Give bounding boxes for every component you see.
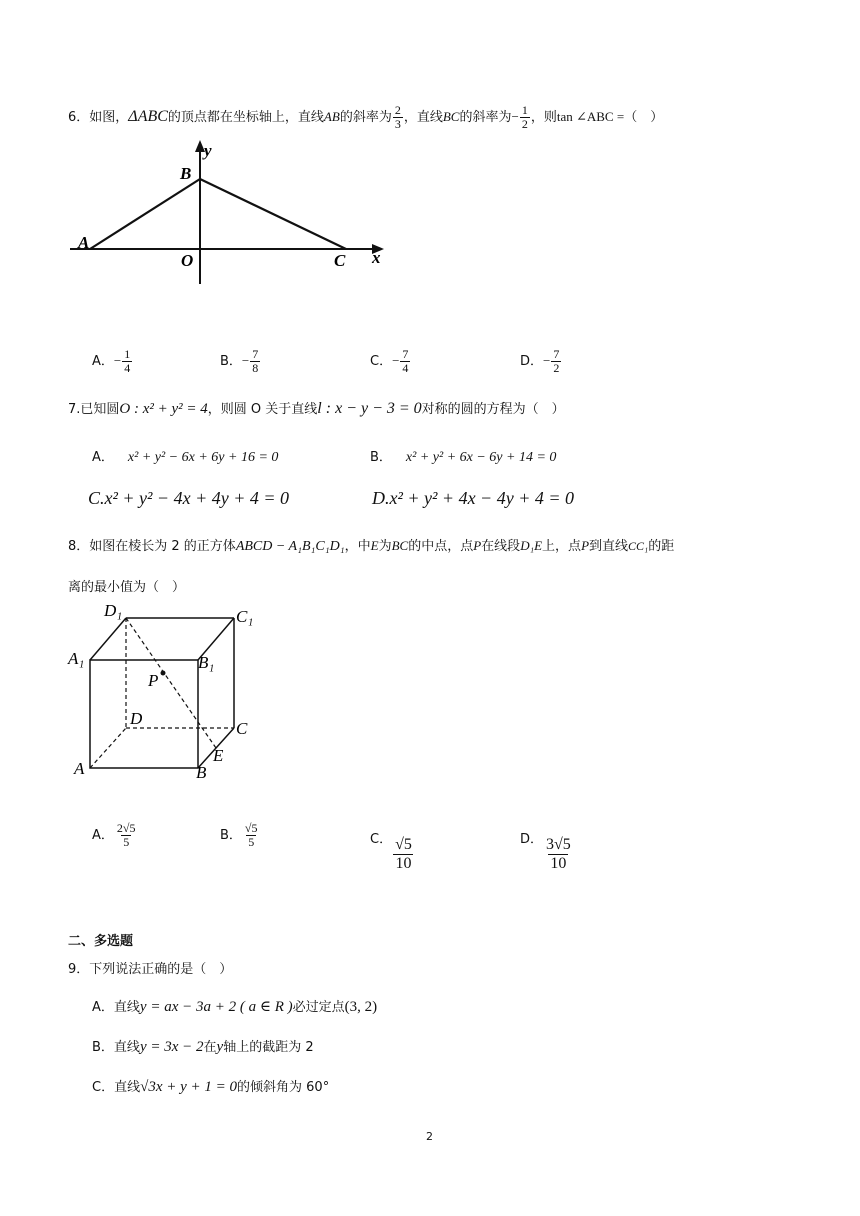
q6-option-c-fraction: $\frac{7}{4}$ — [402, 347, 409, 375]
svg-text:E: E — [213, 746, 224, 765]
q6-option-d-fraction: $\frac{7}{2}$ — [553, 347, 560, 375]
q9-stem: 9．下列说法正确的是（ ） — [68, 962, 233, 977]
section-heading-multiple-choice: 二、多选题 — [68, 934, 134, 949]
svg-text:B₁: B₁ — [198, 653, 215, 672]
svg-text:A₁: A₁ — [68, 649, 85, 668]
q9-option-c[interactable]: C．直线√3x + y + 1 = 0的倾斜角为 60° — [92, 1079, 330, 1095]
q8-option-b[interactable]: B． $\frac{√5}{5}$ — [220, 821, 258, 849]
q6-option-b-fraction: $\frac{7}{8}$ — [252, 347, 259, 375]
q7-option-c[interactable]: C.x² + y² − 4x + 4y + 4 = 0 — [88, 488, 289, 508]
q6-triangle-figure — [66, 138, 396, 288]
q6-option-a[interactable]: A．− $\frac{1}{4}$ — [92, 347, 131, 375]
svg-text:D: D — [130, 709, 143, 728]
q8-option-d[interactable]: D． $\frac{3√5}{10}$ — [520, 832, 571, 872]
q9-option-a[interactable]: A．直线y = ax − 3a + 2 ( a ∈ R )必过定点(3, 2) — [92, 999, 378, 1015]
q8-stem-line1: 8．如图在棱长为 2 的正方体ABCD − A₁B₁C₁D₁，中E为BC的中点，点P在线段D₁E上，点P到直线CC₁的距 — [68, 538, 675, 554]
page-number: 2 — [426, 1130, 433, 1143]
q8-option-b-fraction: $\frac{√5}{5}$ — [244, 821, 258, 849]
svg-text:C₁: C₁ — [236, 607, 254, 626]
slope-ab-fraction: $\frac{2}{3}$ — [394, 103, 401, 131]
svg-text:A: A — [74, 759, 85, 778]
q8-stem-line2: 离的最小值为（ ） — [68, 580, 186, 595]
q6-option-b[interactable]: B．− $\frac{7}{8}$ — [220, 347, 259, 375]
label-o: O — [181, 251, 194, 270]
label-y: y — [204, 141, 212, 160]
q6-option-a-fraction: $\frac{1}{4}$ — [124, 347, 131, 375]
q7-option-a[interactable]: A． x² + y² − 6x + 6y + 16 = 0 — [92, 450, 279, 465]
label-b: B — [180, 164, 192, 183]
segment-ab — [90, 179, 200, 249]
point-p — [161, 671, 166, 676]
q9-option-b[interactable]: B．直线y = 3x − 2在y轴上的截距为 2 — [92, 1039, 314, 1055]
label-a: A — [78, 233, 90, 252]
q7-option-d[interactable]: D.x² + y² + 4x − 4y + 4 = 0 — [372, 488, 574, 508]
svg-text:P: P — [148, 671, 159, 690]
label-c: C — [334, 251, 346, 270]
svg-text:D₁: D₁ — [104, 601, 123, 620]
cube-front-face — [90, 660, 198, 768]
q7-option-b[interactable]: B． x² + y² + 6x − 6y + 14 = 0 — [370, 450, 557, 465]
q8-cube-figure — [64, 598, 264, 788]
q6-stem: 6．如图，ΔABC的顶点都在坐标轴上，直线AB的斜率为 $\frac{2}{3}$ ，直线BC的斜率为− $\frac{1}{2}$ ，则tan ∠ABC =（ ） — [68, 103, 664, 131]
slope-bc-fraction: $\frac{1}{2}$ — [521, 103, 528, 131]
q8-option-a[interactable]: A． $\frac{2√5}{5}$ — [92, 821, 136, 849]
svg-text:B: B — [196, 763, 207, 782]
q8-option-c[interactable]: C． $\frac{√5}{10}$ — [370, 832, 412, 872]
q6-option-c[interactable]: C．− $\frac{7}{4}$ — [370, 347, 409, 375]
svg-text:C: C — [236, 719, 248, 738]
label-x: x — [372, 248, 381, 267]
q8-option-c-fraction: $\frac{√5}{10}$ — [395, 836, 412, 872]
q7-stem: 7.已知圆O : x² + y² = 4，则圆 O 关于直线l : x − y − 3 = 0对称的圆的方程为（ ） — [68, 400, 565, 417]
q8-option-a-fraction: $\frac{2√5}{5}$ — [116, 821, 136, 849]
q8-option-d-fraction: $\frac{3√5}{10}$ — [546, 836, 571, 872]
segment-bc — [200, 179, 346, 249]
q6-option-d[interactable]: D．− $\frac{7}{2}$ — [520, 347, 560, 375]
